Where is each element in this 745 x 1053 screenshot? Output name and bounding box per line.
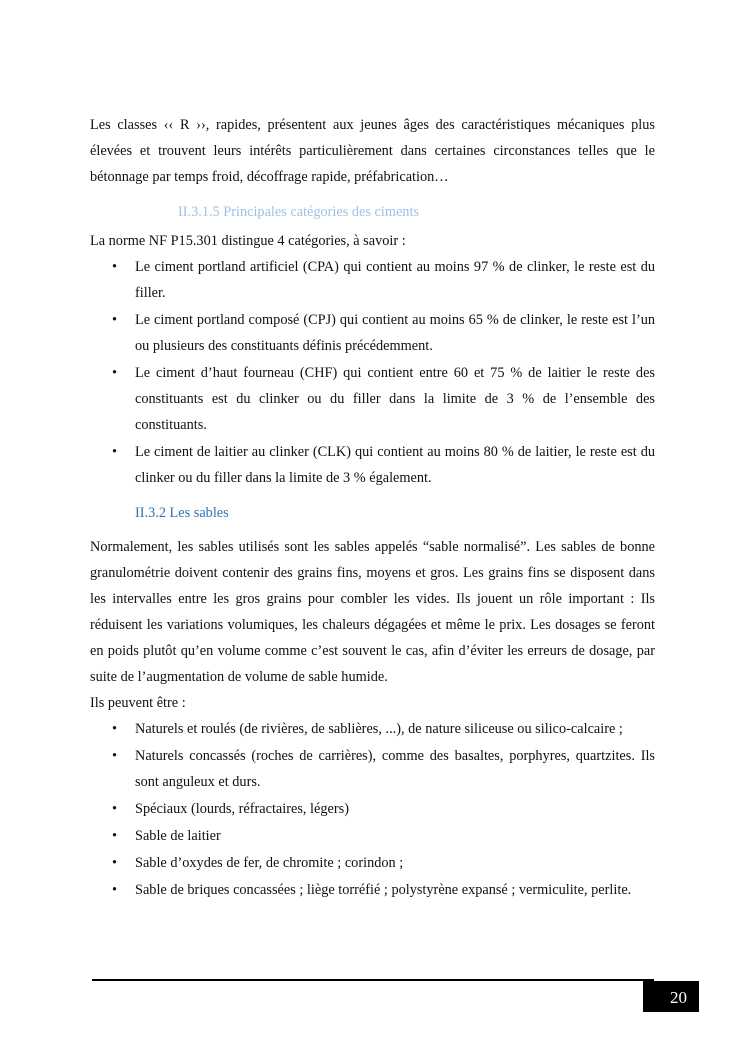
- bullet-icon: •: [112, 365, 118, 381]
- cement-categories-list: [90, 254, 655, 491]
- list-item: • Sable de laitier: [90, 823, 655, 849]
- list-item: • Le ciment de laitier au clinker (CLK) qui contient au moins 80 % de laitier, le reste est du clinker ou du filler dans la limite de 3 % également.: [90, 439, 655, 491]
- bullet-icon: •: [112, 312, 118, 328]
- sands-paragraph: Normalement, les sables utilisés sont les sables appelés “sable normalisé”. Les sables de bonne granulométrie doivent contenir des grains fins, moyens et gros. Les grains fins se disposent dans les intervalles entre les gros grains pour combler les vides. Ils jouent un rôle important : Ils réduisent les variations volumiques, les chaleurs dégagées et même le prix. Les dosages se feront en poids plutôt qu’en volume comme c’est souvent le cas, afin d’éviter les erreurs de dosage, par suite de l’augmentation de volume de sable humide.: [90, 539, 655, 685]
- sands-lead: Ils peuvent être :: [90, 695, 186, 711]
- footer-rule: [92, 979, 654, 981]
- bullet-icon: •: [112, 748, 118, 764]
- list-item: • Naturels et roulés (de rivières, de sablières, ...), de nature siliceuse ou silico-calcaire ;: [90, 716, 655, 742]
- bullet-icon: •: [112, 444, 118, 460]
- list-item: • Sable d’oxydes de fer, de chromite ; corindon ;: [90, 850, 655, 876]
- sands-list: [90, 716, 655, 903]
- list-item: • Naturels concassés (roches de carrières), comme des basaltes, porphyres, quartzites. Ils sont anguleux et durs.: [90, 743, 655, 795]
- list-item: • Spéciaux (lourds, réfractaires, légers): [90, 796, 655, 822]
- list-item: • Le ciment portland composé (CPJ) qui contient au moins 65 % de clinker, le reste est l’un ou plusieurs des constituants définis précédemment.: [90, 307, 655, 359]
- page-body: [90, 112, 655, 903]
- bullet-icon: •: [112, 828, 118, 844]
- page-number: 20: [643, 981, 699, 1012]
- bullet-icon: •: [112, 801, 118, 817]
- bullet-icon: •: [112, 259, 118, 275]
- list-item: • Sable de briques concassées ; liège torréfié ; polystyrène expansé ; vermiculite, perlite.: [90, 877, 655, 903]
- list-item: • Le ciment portland artificiel (CPA) qui contient au moins 97 % de clinker, le reste est du filler.: [90, 254, 655, 306]
- section-heading-cement-categories: II.3.1.5 Principales catégories des ciments: [178, 204, 419, 220]
- section-heading-sands: II.3.2 Les sables: [135, 505, 229, 521]
- bullet-icon: •: [112, 721, 118, 737]
- intro-paragraph: Les classes ‹‹ R ››, rapides, présentent aux jeunes âges des caractéristiques mécaniques plus élevées et trouvent leurs intérêts particulièrement dans certaines circonstances telles que le bétonnage par temps froid, décoffrage rapide, préfabrication…: [90, 117, 655, 185]
- cement-categories-lead: La norme NF P15.301 distingue 4 catégories, à savoir :: [90, 233, 406, 249]
- bullet-icon: •: [112, 882, 118, 898]
- bullet-icon: •: [112, 855, 118, 871]
- list-item: • Le ciment d’haut fourneau (CHF) qui contient entre 60 et 75 % de laitier le reste des constituants est du clinker ou du filler dans la limite de 3 % de l’ensemble des constituants.: [90, 360, 655, 438]
